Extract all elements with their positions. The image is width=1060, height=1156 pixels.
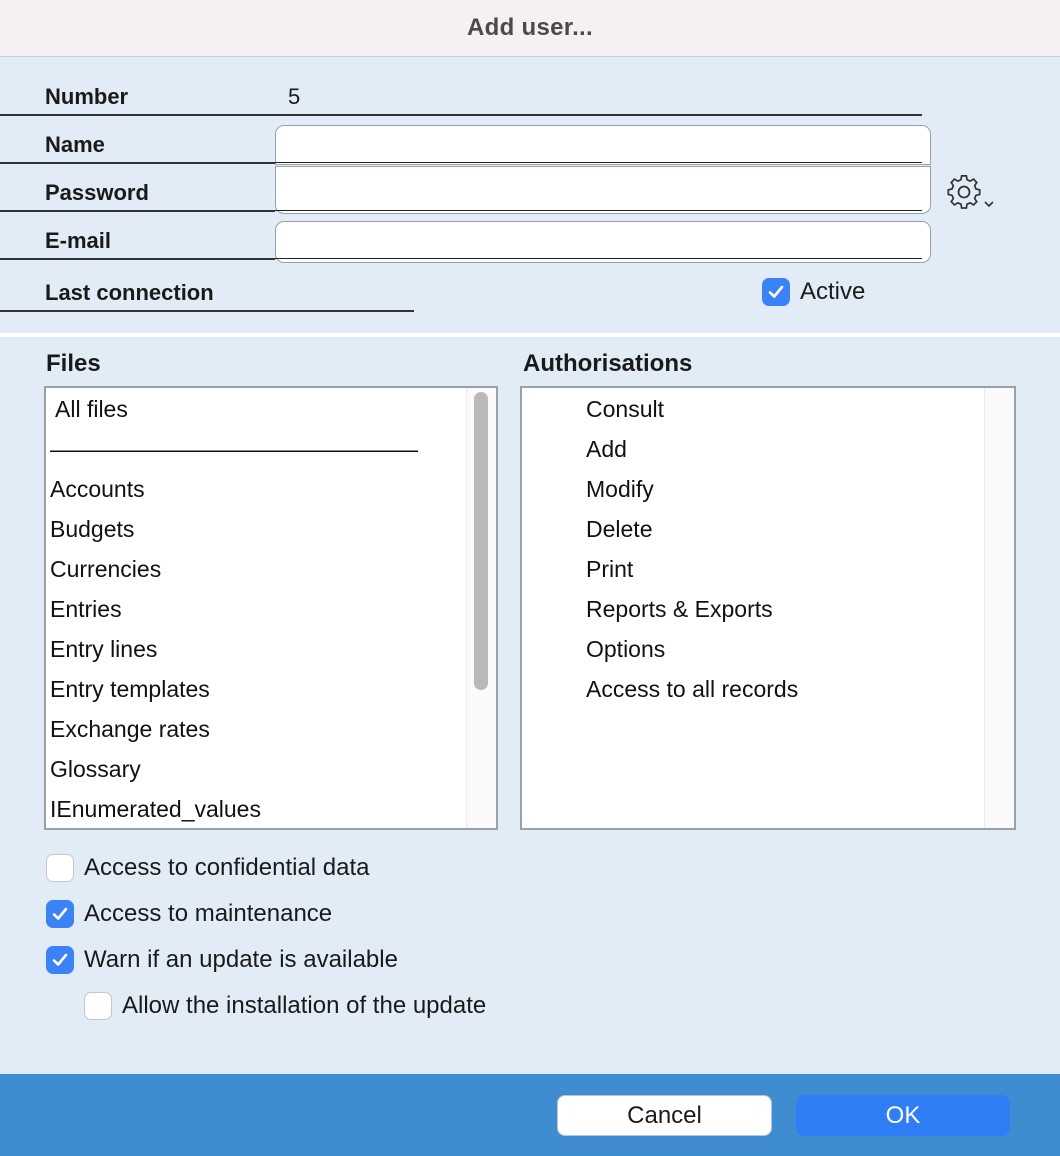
maintenance-label: Access to maintenance [84,900,333,927]
files-scrollbar-thumb[interactable] [474,392,488,690]
password-field[interactable] [275,166,931,214]
email-label: E-mail [45,228,112,253]
name-field[interactable] [275,125,931,165]
confidential-checkbox[interactable] [46,854,74,882]
number-underline [0,114,922,116]
list-item[interactable]: Modify [586,476,654,502]
checkmark-icon [50,904,70,924]
list-item[interactable]: Options [586,636,666,662]
list-item[interactable]: Delete [586,516,653,542]
checkmark-icon [50,950,70,970]
list-item[interactable]: Exchange rates [50,716,210,742]
title-bar [0,0,1060,57]
list-item[interactable]: Consult [586,396,664,422]
authorisations-scrollbar[interactable] [984,388,1014,828]
section-separator [0,333,1060,337]
ok-button[interactable]: OK [796,1095,1010,1136]
active-checkbox[interactable] [762,278,790,306]
cancel-button[interactable]: Cancel [557,1095,772,1136]
authorisations-list[interactable] [520,386,1016,830]
list-item[interactable]: Glossary [50,756,141,782]
number-label: Number [45,84,129,109]
last-connection-label: Last connection [45,280,214,305]
allow-install-checkbox[interactable] [84,992,112,1020]
files-scrollbar[interactable] [466,388,496,828]
list-item[interactable]: Accounts [50,476,145,502]
email-field-underline [275,258,922,259]
password-label: Password [45,180,149,205]
active-label: Active [800,278,866,305]
list-item[interactable]: IEnumerated_values [50,796,261,822]
checkmark-icon [766,282,786,302]
list-item[interactable]: Add [586,436,627,462]
files-list[interactable] [44,386,498,830]
gear-icon[interactable] [945,172,1001,212]
number-value: 5 [288,84,301,109]
list-item[interactable]: Currencies [50,556,162,582]
list-item[interactable]: Entry templates [50,676,210,702]
email-label-underline [0,258,275,260]
list-item[interactable]: Reports & Exports [586,596,773,622]
files-title: Files [46,350,101,377]
warn-update-checkbox[interactable] [46,946,74,974]
name-label-underline [0,162,275,164]
authorisations-title: Authorisations [523,350,693,377]
password-label-underline [0,210,275,212]
name-field-underline [275,162,922,163]
list-item[interactable]: Entry lines [50,636,158,662]
email-field[interactable] [275,221,931,263]
password-field-underline [275,210,922,211]
name-label: Name [45,132,105,157]
allow-install-label: Allow the installation of the update [122,992,487,1019]
last-connection-underline [0,310,414,312]
confidential-label: Access to confidential data [84,854,370,881]
list-item[interactable]: Budgets [50,516,135,542]
dialog-title: Add user... [467,14,593,41]
list-item[interactable]: All files [55,396,128,422]
warn-update-label: Warn if an update is available [84,946,398,973]
list-separator: ———————————————— [50,436,418,462]
list-item[interactable]: Access to all records [586,676,799,702]
list-item[interactable]: Print [586,556,634,582]
maintenance-checkbox[interactable] [46,900,74,928]
list-item[interactable]: Entries [50,596,122,622]
